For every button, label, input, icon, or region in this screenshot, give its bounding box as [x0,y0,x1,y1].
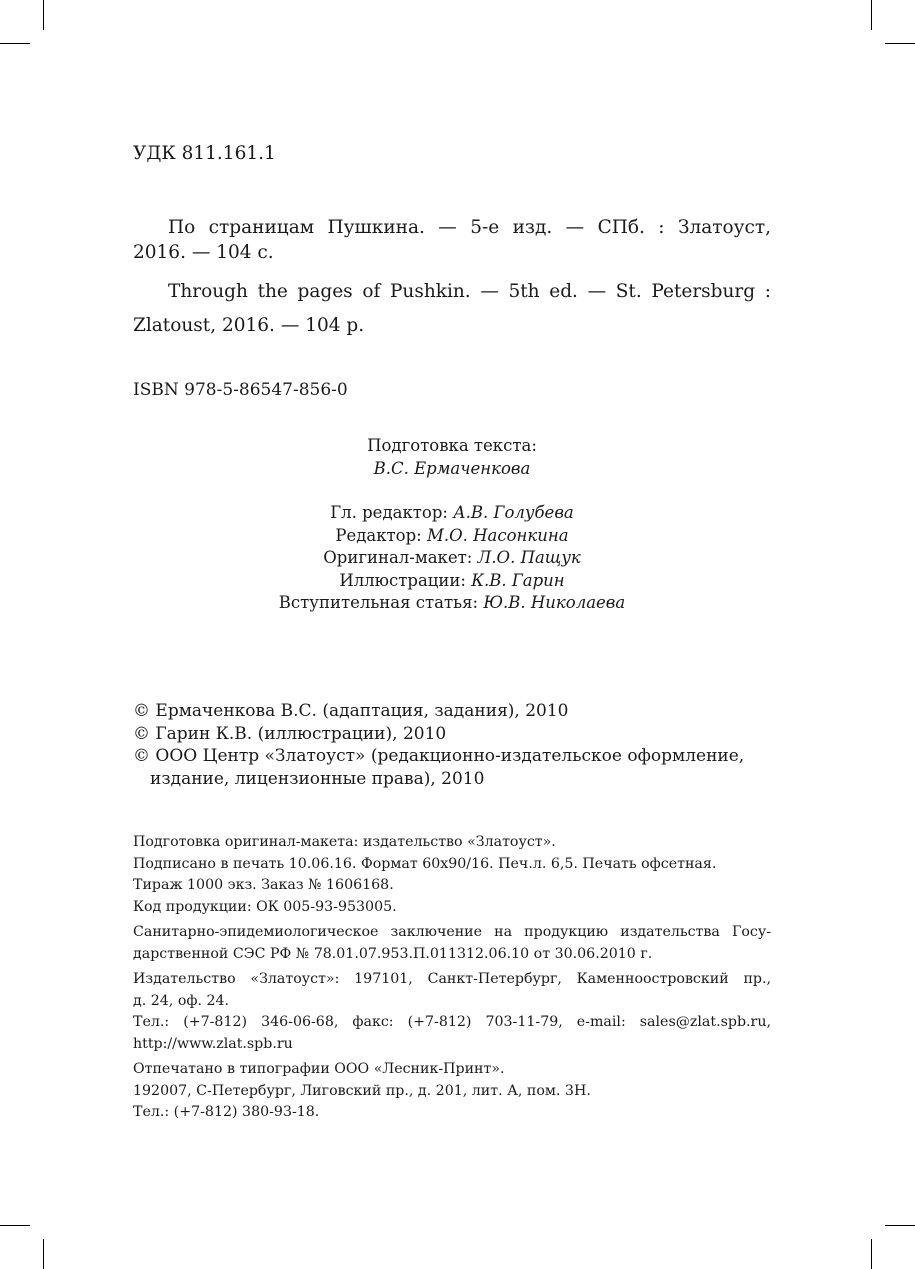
imprint-line: Тираж 1000 экз. Заказ № 1606168. [133,877,394,893]
crop-mark-top-left-horizontal [0,43,30,44]
staff-entry [133,502,771,525]
staff-entry [133,592,771,615]
text-preparation [133,435,771,480]
imprint-printer [133,1059,771,1124]
crop-mark-bottom-right-vertical [871,1239,872,1269]
bibliography-en-line-2: Zlatoust, 2016. — 104 p. [133,315,365,336]
imprint-sanitary [133,922,771,965]
bibliography-russian [133,212,771,269]
imprint-line: дарственной СЭС РФ № 78.01.07.953.П.011312.06.10 от 30.06.2010 г. [133,945,653,962]
imprint-line: Издательство «Златоуст»: 197101, Санкт-Петербург, Каменноостровский пр., [133,971,771,987]
bibliography-ru-line-2: 2016. — 104 с. [133,242,274,263]
imprint-line: http://www.zlat.spb.ru [133,1035,293,1052]
imprint-production [133,832,771,918]
imprint-line: Тел.: (+7-812) 346-06-68, факс: (+7-812) 703-11-79, e-mail: sales@zlat.spb.ru, [133,1014,771,1030]
udk-code: УДК 811.161.1 [133,143,276,164]
imprint-line: 192007, С-Петербург, Лиговский пр., д. 201, лит. А, пом. 3Н. [133,1082,591,1099]
imprint-line: Подписано в печать 10.06.16. Формат 60х90/16. Печ.л. 6,5. Печать офсетная. [133,855,717,872]
imprint-line: Санитарно-эпидемиологическое заключение на продукцию издательства Госу- [133,924,771,940]
staff-name: К.В. Гарин [471,570,565,590]
bibliography-en-line-1: Through the pages of Pushkin. — 5th ed. — St. Petersburg : [168,281,771,302]
staff-entry [133,525,771,548]
copyright-line: издание, лицензионные права), 2010 [150,768,485,789]
staff-name: М.О. Насонкина [426,525,569,545]
staff-name: Л.О. Пащук [477,548,581,567]
copyright-line: © Ермаченкова В.С. (адаптация, задания), 2010 [133,701,569,721]
bibliography-ru-line-1: По страницам Пушкина. — 5-е изд. — СПб. : Златоуст, [168,217,771,238]
staff-role: Оригинал-макет: [323,548,473,567]
staff-entry [133,570,771,593]
isbn: ISBN 978-5-86547-856-0 [133,380,348,400]
bibliography-english [133,276,771,342]
staff-role: Гл. редактор: [330,503,448,522]
imprint-line: д. 24, оф. 24. [133,992,230,1009]
text-preparation-name: В.С. Ермаченкова [373,458,531,478]
editorial-staff [133,502,771,615]
staff-role: Редактор: [335,525,422,545]
imprint-line: Отпечатано в типографии ООО «Лесник-Принт». [133,1061,505,1077]
imprint-block [133,832,771,1128]
crop-mark-bottom-left-horizontal [0,1225,30,1226]
imprint-line: Код продукции: ОК 005-93-953005. [133,898,397,915]
imprint-line: Подготовка оригинал-макета: издательство «Златоуст». [133,834,556,850]
crop-mark-bottom-left-vertical [43,1239,44,1269]
copyright-line: © Гарин К.В. (иллюстрации), 2010 [133,723,447,744]
staff-entry [133,547,771,570]
staff-role: Иллюстрации: [339,570,466,590]
imprint-line: Тел.: (+7-812) 380-93-18. [133,1104,320,1120]
crop-mark-top-left-vertical [43,0,44,30]
imprint-publisher [133,969,771,1055]
crop-mark-bottom-right-horizontal [885,1225,915,1226]
crop-mark-top-right-vertical [871,0,872,30]
staff-name: А.В. Голубева [453,503,574,522]
staff-name: Ю.В. Николаева [483,593,626,612]
staff-role: Вступительная статья: [278,593,479,612]
text-preparation-label: Подготовка текста: [367,436,537,455]
crop-mark-top-right-horizontal [885,43,915,44]
copyright-block [133,700,771,790]
copyright-line: © ООО Центр «Златоуст» (редакционно-издательскоe оформление, [133,746,745,766]
